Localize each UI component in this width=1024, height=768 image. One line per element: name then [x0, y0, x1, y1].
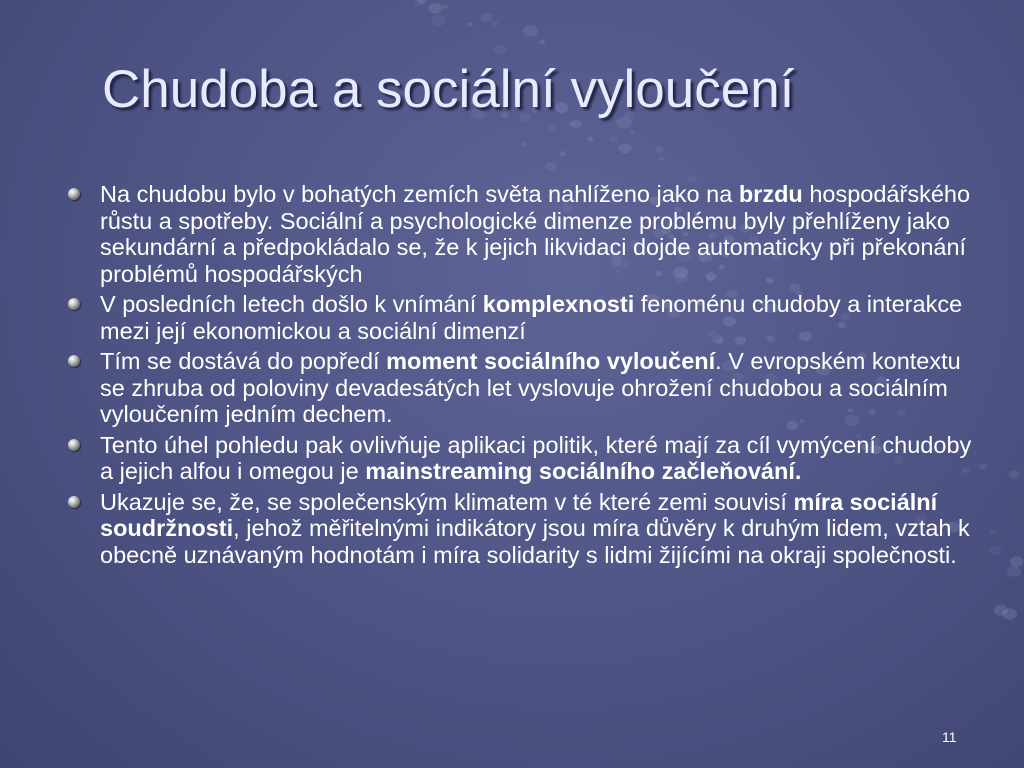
bullet-text: [100, 348, 961, 427]
bullet-list: [60, 181, 980, 572]
bullet-text-run: Tím se dostává do popředí: [100, 348, 387, 374]
background-dot: [989, 546, 1002, 556]
bullet-text: [100, 489, 970, 568]
background-dot: [588, 137, 594, 142]
bullet-text: [100, 432, 971, 485]
bullet-sphere-icon: [68, 439, 80, 451]
bullet-item: [60, 489, 980, 569]
background-dot: [467, 23, 473, 27]
background-dot: [979, 463, 987, 469]
background-dot: [547, 125, 556, 132]
bullet-text-run: . V evropském kontextu se zhruba od poloviny devadesátých let vyslovuje ohrožení chudobou a sociálním vyloučením jedním dechem.: [100, 348, 961, 427]
background-dot: [414, 0, 423, 7]
background-dot: [1009, 471, 1019, 479]
bullet-sphere-icon: [68, 188, 80, 200]
bullet-bold-run: moment sociálního vyloučení: [386, 348, 716, 374]
background-dot: [659, 157, 664, 161]
background-dot: [990, 530, 996, 535]
bullet-text-run: Na chudobu bylo v bohatých zemích světa nahlíženo jako na: [100, 181, 739, 207]
bullet-text-run: V posledních letech došlo k vnímání: [100, 291, 483, 317]
bullet-text: [100, 181, 970, 287]
background-dot: [559, 151, 566, 156]
bullet-text-run: hospodářského růstu a spotřeby. Sociální a psychologické dimenze problému byly přehlíženy jako sekundární a předpokládalo se, že k jejich likvidaci dojde automaticky při překonání problémů hospodářských: [100, 181, 971, 287]
bullet-sphere-icon: [68, 496, 80, 508]
bullet-bold-run: mainstreaming sociálního začleňování.: [365, 458, 802, 484]
bullet-text-run: Tento úhel pohledu pak ovlivňuje aplikaci politik, které mají za cíl vymýcení chudoby a jejich alfou i omegou je: [100, 431, 972, 484]
bullet-item: [60, 348, 980, 428]
background-dot: [655, 147, 663, 153]
background-dot: [431, 15, 446, 27]
background-dot: [1007, 566, 1021, 577]
background-dot: [442, 4, 448, 9]
background-dot: [994, 605, 1008, 616]
bullet-bold-run: brzdu: [738, 181, 803, 207]
slide-title: Chudoba a sociální vyloučení: [102, 60, 795, 119]
bullet-sphere-icon: [68, 298, 80, 310]
background-dot: [492, 21, 499, 26]
bullet-bold-run: komplexnosti: [482, 291, 635, 317]
page-number: 11: [942, 729, 957, 745]
bullet-sphere-icon: [68, 355, 80, 367]
background-dot: [630, 131, 636, 135]
bullet-item: [60, 432, 980, 485]
bullet-item: [60, 181, 980, 287]
bullet-bold-run: míra sociální soudržnosti: [100, 488, 938, 541]
background-dot: [428, 3, 442, 14]
background-dot: [480, 13, 492, 22]
background-dot: [610, 136, 619, 143]
background-dot: [539, 40, 545, 44]
bullet-text-run: , jehož měřitelnými indikátory jsou míra důvěry k druhým lidem, vztah k obecně uznávaným hodnotám i míra solidarity s lidmi žijícími na okraji společnosti.: [100, 515, 970, 568]
background-dot: [493, 45, 506, 55]
bullet-text: [100, 291, 962, 344]
background-dot: [522, 142, 528, 147]
background-dot: [523, 25, 538, 37]
bullet-text-run: fenoménu chudoby a interakce mezi její ekonomickou a sociální dimenzí: [100, 291, 963, 344]
background-dot: [1010, 556, 1023, 566]
bullet-text-run: Ukazuje se, že, se společenským klimatem v té které zemi souvisí: [100, 488, 794, 515]
bullet-item: [60, 291, 980, 344]
background-dot: [618, 143, 631, 153]
background-dot: [545, 162, 557, 171]
